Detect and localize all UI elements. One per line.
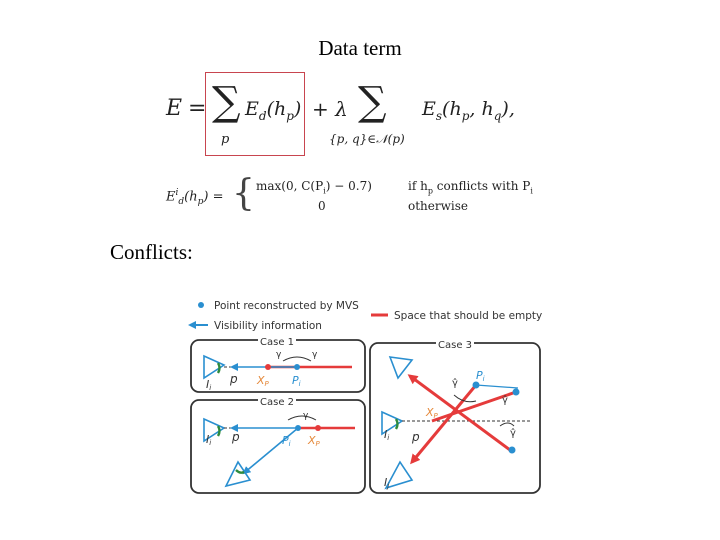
case2-xp-label: XP <box>308 434 320 448</box>
legend-empty-space-label: Space that should be empty <box>394 310 543 322</box>
case1-gamma2: γ <box>312 350 318 360</box>
legend <box>190 300 542 332</box>
case3-gamma-hat-3: γ̂ <box>510 428 516 439</box>
case2-xp-point <box>315 425 321 431</box>
case3-panel <box>370 338 540 493</box>
case1-pi-point <box>294 364 300 370</box>
case2-gamma: γ <box>303 411 309 421</box>
case2-title: Case 2 <box>260 397 295 408</box>
eq-equals: = <box>188 96 207 121</box>
case3-gamma-hat-2: γ̂ <box>502 395 508 406</box>
slide-title: Data term <box>318 36 402 60</box>
plus-lambda: + λ <box>312 97 348 121</box>
case3-camera-label: Ii <box>384 428 390 442</box>
case2-expression: 0 <box>318 199 326 213</box>
case3-gamma-hat-1: γ̂ <box>452 378 458 389</box>
case1-xp-point <box>265 364 271 370</box>
case3-title: Case 3 <box>438 340 473 351</box>
case-brace: { <box>232 173 255 214</box>
case3-xp-label: XP <box>426 406 438 420</box>
case1-gamma1: γ <box>276 350 282 360</box>
case3-camera2-label: Ij <box>384 476 390 490</box>
case1-p-label: p <box>230 372 238 386</box>
conflicts-heading: Conflicts: <box>110 240 193 264</box>
case1-panel <box>191 335 365 392</box>
eq-lhs: E <box>166 96 183 121</box>
case2-camera-label: Ii <box>206 433 212 447</box>
data-term: $E_d(h_p)$ <box>245 98 302 123</box>
case1-camera-label: Ii <box>206 378 212 392</box>
legend-point-label: Point reconstructed by MVS <box>214 300 359 312</box>
data-term-definition-lhs: $E^i_d(h_p)$ = <box>166 188 224 207</box>
legend-point-icon <box>198 302 204 308</box>
case2-pi-label: Pi <box>282 434 291 448</box>
sum-symbol-1: ∑ <box>212 79 241 125</box>
smoothness-term: $E_s(h_p$, $h_q$), <box>422 98 515 123</box>
case2-panel <box>191 395 365 493</box>
case3-p-label: p <box>412 430 420 444</box>
case1-title: Case 1 <box>260 337 295 348</box>
case2-condition: otherwise <box>408 199 468 213</box>
sum2-subscript: {p, q}∈𝒩(p) <box>329 132 405 146</box>
case1-xp-label: XP <box>257 374 269 388</box>
case3-pi-label: Pi <box>476 369 485 383</box>
sum-symbol-2: ∑ <box>358 79 387 125</box>
sum1-subscript: p <box>221 132 230 147</box>
case1-condition: if $h_p$ conflicts with $P_i$ <box>408 179 533 196</box>
case1-expression: max(0, $C(P_i) - 0.7$) <box>256 179 372 196</box>
case1-pi-label: Pi <box>292 374 301 388</box>
case2-p-label: p <box>232 430 240 444</box>
legend-visibility-label: Visibility information <box>214 320 322 332</box>
case2-frame <box>191 400 365 493</box>
